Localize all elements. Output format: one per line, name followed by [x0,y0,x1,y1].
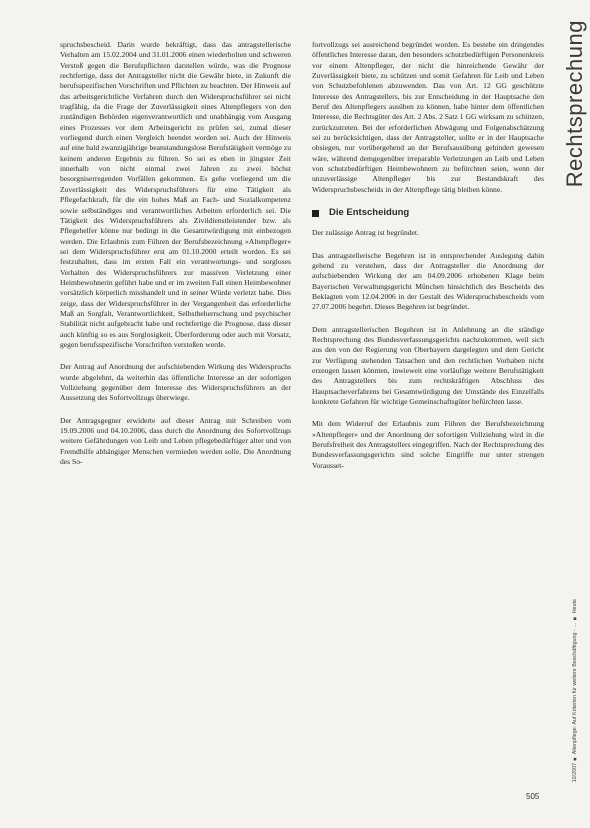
body-paragraph: Mit dem Widerruf der Erlaubnis zum Führen der Berufsbezeichnung »Altenpfleger« und der Anordnung der sofortigen Vollziehung wird in die Berufsfreiheit des Antragstellers eingegriffen. Nach der Rechtsprechung des Bundesverfassungsgerichts sind solche Eingriffe nur unter strengen Vorausset- [312,419,544,470]
body-paragraph: Das antragstellerische Begehren ist in entsprechender Auslegung dahin gehend zu verstehen, dass der Antragsteller die Anordnung der aufschiebenden Wirkung der am 04.09.2006 erhobenen Klage beim Bayerischen Verwaltungsgericht München hinsichtlich des Bescheids des Beklagten vom 12.04.2006 in der Gestalt des Widerspruchsbescheids vom 27.07.2006 begehrt. Dieses Begehren ist begründet. [312,250,544,312]
body-paragraph: fortvollzugs sei ausreichend begründet worden. Es bestehe ein dringendes öffentliches Interesse daran, den besonders schutzbedürftigen Personenkreis vor einem Altenpfleger, der nicht die hinreichende Gewähr der Zuverlässigkeit biete, zu schützen und somit Gefahren für Leib und Leben von Schutzbefohlenen abzuwenden. Das von Art. 12 GG geschützte Interesse des Antragstellers, bis zur Entscheidung in der Hauptsache den Beruf des Altenpflegers ausüben zu können, habe hinter dem öffentlichen Interesse, die Rechtsgüter des Art. 2 Abs. 2 Satz 1 GG wirksam zu schützen, zurückzutreten. Bei der erforderlichen Abwägung und Folgenabschätzung sei zu berücksichtigen, dass der Antragsteller, sollte er in der Hauptsache obsiegen, nur vorübergehend an der Berufsausübung gehindert gewesen wäre, während demgegenüber irreparable Verletzungen an Leib und Leben von schutzbedürftigen Heimbewohnern zu befürchten seien, wenn der unzuverlässige Altenpfleger bis zur Bestandskraft des Widerspruchsbescheids in der Altenpflege tätig bleiben könne. [312,40,544,194]
section-heading [312,207,544,219]
section-side-title: Rechtsprechung [562,20,587,188]
right-text-column [312,40,544,483]
square-bullet-icon [312,210,319,217]
left-text-column [60,40,291,479]
body-paragraph: spruchsbescheid. Darin wurde bekräftigt, dass das antragstellerische Verhalten am 15.02.2004 und 31.01.2006 einen wiederholten und schweren Verstoß gegen die Berufspflichten darstellen würde, was die Prognose rechtfertige, dass der Antragsteller nicht die Gewähr biete, in Zukunft die berufsspezifischen Vorschriften und Pflichten zu beachten. Der Hinweis auf das arbeitsgerichtliche Verfahren durch den Widerspruchsführer sei nicht tragfähig, da die Frage der Zuverlässigkeit eines Altenpflegers von den zuständigen Behörden eigenverantwortlich und unabhängig vom Ausgang eines Prozesses vor dem Arbeitsgericht zu prüfen sei, zumal dieser vorliegend durch einen Vergleich beendet worden sei. Auch der Hinweis auf eine bald zwanzigjährige beanstandungslose Berufstätigkeit vermöge zu keinem anderen Ergebnis zu führen. So sei es eben in jüngster Zeit innerhalb von nicht einmal zwei Jahren zu zwei höchst besorgniserregenden Vorfällen gekommen. Es gehe vorliegend um die Zuverlässigkeit des Widerspruchsführers für eine Tätigkeit als Pflegefachkraft, für die ein hohes Maß an Fach- und Sozialkompetenz sowie selbständiges und verantwortliches Arbeiten erforderlich sei. Die Tätigkeit des Widerspruchsführers als Zivildienstleistender bzw. als Pflegehelfer könne nur bedingt in die Gesamtwürdigung mit einbezogen werden. Die Erlaubnis zum Führen der Berufsbezeichnung »Altenpfleger« sei dem Widerspruchsführer erst am 01.10.2000 erteilt worden. Es sei festzuhalten, dass im ersten Fall ein verantwortungs- und sorgloses Verhalten des Widerspruchsführers zur massiven Verletzung einer Heimbewohnerin geführt habe und er im zweiten Fall einen Heimbewohner vorsätzlich körperlich misshandelt und in seiner Würde verletzt habe. Dies zeige, dass der Widerspruchsführer in der Vergangenheit das erforderliche Maß an Sorgfalt, Verantwortlichkeit, Selbstbeherrschung und psychischer Stabilität nicht aufgebracht habe und rechtfertige die Prognose, dass dieser auch künftig so es aus Sorglosigkeit, Überforderung oder auch mit Vorsatz, gegen berufsspezifische Vorschriften verstoßen werde. [60,40,291,349]
body-paragraph: Der Antrag auf Anordnung der aufschiebenden Wirkung des Widerspruchs wurde abgelehnt, da weiterhin das öffentliche Interesse an der sofortigen Vollziehung gegenüber dem Interesse des Widerspruchsführers an der Aussetzung des Sofortvollzugs überwiege. [60,362,291,403]
body-paragraph: Dem antragstellerischen Begehren ist in Anlehnung an die ständige Rechtsprechung des Bundesverfassungsgerichts nachzukommen, weil sich aus den von der Regierung von Oberbayern dargelegten und dem Gericht zur Verfügung stehenden Tatsachen und den rechtlichen Vorhaben nicht erzeugen lassen könnten, inwieweit eine vorläufige weitere Berufstätigkeit des Antragstellers bis zum rechtskräftigen Abschluss des Hauptsacheverfahrens bei Gesamtwürdigung der Umstände des Einzelfalls konkrete Gefahren für wichtige Gemeinschaftsgüter befürchten lasse. [312,324,544,406]
body-paragraph: Der Antragsgegner erwiderte auf dieser Antrag mit Schreiben vom 19.09.2006 und 04.10.2006, dass durch die Anordnung des Sofortvollzugs weitere Gefährdungen von Leib und Leben pflegebedürftiger alter und von Fremdhilfe abhängiger Menschen vermieden werden solle. Die Anordnung des So- [60,415,291,467]
issue-footer: 10/2007 ■ Altenpflege: Auf Kriterien für weitere Beschäftigung - … ■ Heute [572,598,578,782]
section-heading-text: Die Entscheidung [329,207,410,219]
body-paragraph: Der zulässige Antrag ist begründet. [312,228,419,238]
page-number: 505 [526,792,540,801]
